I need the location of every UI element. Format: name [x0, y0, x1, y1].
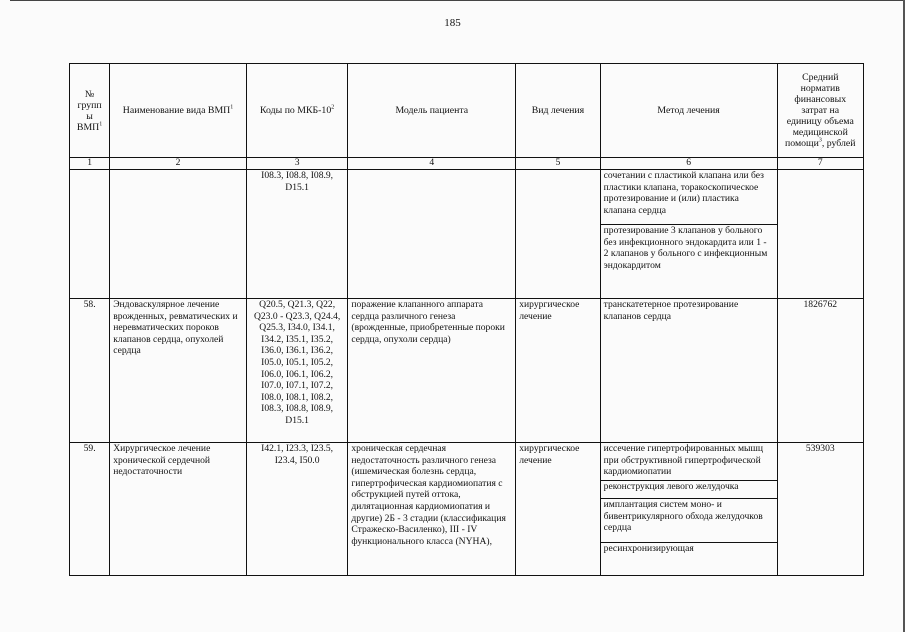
group-number: 58. [70, 299, 110, 443]
vmp-table [69, 63, 864, 576]
group-number [70, 170, 110, 299]
method-item: протезирование 3 клапанов у больного без инфекционного эндокардита или 1 - 2 клапанов у больного с инфекционным эндокардитом [603, 225, 768, 271]
header-cost-text: , рублей [821, 138, 856, 149]
treatment-methods [600, 443, 777, 576]
page-number: 185 [444, 17, 461, 29]
footnote-ref: 3 [818, 137, 822, 144]
treatment-methods [600, 299, 777, 443]
footnote-ref: 1 [99, 121, 103, 128]
column-number: 1 [70, 158, 110, 170]
patient-model: поражение клапанного аппарата сердца различного генеза (врожденные, приобретенные пороки сердца, опухоли сердца) [348, 299, 516, 443]
treatment-type: хирургическое лечение [516, 299, 600, 443]
column-number: 6 [600, 158, 777, 170]
column-number: 4 [348, 158, 516, 170]
column-number: 2 [110, 158, 247, 170]
header-cost-line: финансовых [794, 94, 847, 105]
method-item: имплантация систем моно- и бивентрикулярного обхода желудочков сердца [601, 499, 777, 543]
cost-norm: 539303 [777, 443, 863, 576]
scan-edge-top [10, 0, 904, 1]
cost-norm: 1826762 [777, 299, 863, 443]
header-cost-line: норматив [800, 83, 840, 94]
table-row [70, 443, 864, 576]
header-group-line: № [84, 88, 95, 100]
method-item: иссечение гипертрофированных мышц при обструктивной гипертрофической кардиомиопатии [601, 443, 777, 481]
header-cost-text: помощи [785, 138, 819, 149]
patient-model [348, 170, 516, 299]
column-number: 5 [516, 158, 600, 170]
header-group-text: ВМП [76, 121, 100, 133]
header-cost-line [781, 138, 860, 149]
header-cost-line: единицу объема [786, 116, 854, 127]
cost-norm [777, 170, 863, 299]
header-patient-model: Модель пациента [348, 64, 516, 158]
column-number: 3 [246, 158, 348, 170]
header-text: Коды по МКБ-10 [260, 105, 332, 116]
icd-codes: Q20.5, Q21.3, Q22, Q23.0 - Q23.3, Q24.4, Q25.3, I34.0, I34.1, I34.2, I35.1, I35.2, I36.0, I36.1, I36.2, I05.0, I05.1, I05.2, I06.0, I06.1, I06.2, I07.0, I07.1, I07.2, I08.0, I08.1, I08.2, I08.3, I08.8, I08.9, D15.1 [246, 299, 348, 443]
treatment-methods [600, 170, 777, 299]
header-treatment-type: Вид лечения [516, 64, 600, 158]
header-group-line: ы [86, 110, 93, 122]
vmp-name: Эндоваскулярное лечение врожденных, ревматических и неревматических пороков клапанов сердца, опухолей сердца [110, 299, 247, 443]
table-row [70, 170, 864, 299]
header-icd-codes [246, 64, 348, 158]
header-group-line [73, 122, 106, 133]
icd-codes: I08.3, I08.8, I08.9, D15.1 [246, 170, 348, 299]
patient-model: хроническая сердечная недостаточность различного генеза (ишемическая болезнь сердца, гипертрофическая кардиомиопатия с обструкцией путей оттока, дилятационная кардиомиопатия и другие) 2Б - 3 стадии (классификация Стражеско-Василенко), III - IV функционального класса (NYHA), [348, 443, 516, 576]
header-text: Наименование вида ВМП [122, 105, 231, 116]
header-cost-line: Средний [802, 72, 839, 83]
column-number-row [70, 158, 864, 170]
vmp-name: Хирургическое лечение хронической сердечной недостаточности [110, 443, 247, 576]
header-group-number [70, 64, 110, 158]
footnote-ref: 2 [331, 104, 335, 111]
group-number: 59. [70, 443, 110, 576]
method-item: ресинхронизирующая [603, 543, 694, 554]
method-item: реконструкция левого желудочка [601, 481, 777, 499]
treatment-type [516, 170, 600, 299]
vmp-name [110, 170, 247, 299]
treatment-type: хирургическое лечение [516, 443, 600, 576]
icd-codes: I42.1, I23.3, I23.5, I23.4, I50.0 [246, 443, 348, 576]
table-row [70, 299, 864, 443]
header-group-line: групп [77, 99, 102, 111]
footnote-ref: 1 [230, 104, 234, 111]
method-item: сочетании с пластикой клапана или без пластики клапана, торакоскопическое протезирование и (или) пластика клапана сердца [601, 170, 777, 225]
header-treatment-method: Метод лечения [600, 64, 777, 158]
header-cost-norm [777, 64, 863, 158]
header-vmp-name [110, 64, 247, 158]
header-cost-line: медицинской [792, 127, 848, 138]
table-header-row [70, 64, 864, 158]
method-item: транскатетерное протезирование клапанов сердца [603, 299, 739, 322]
column-number: 7 [777, 158, 863, 170]
header-cost-line: затрат на [801, 105, 840, 116]
